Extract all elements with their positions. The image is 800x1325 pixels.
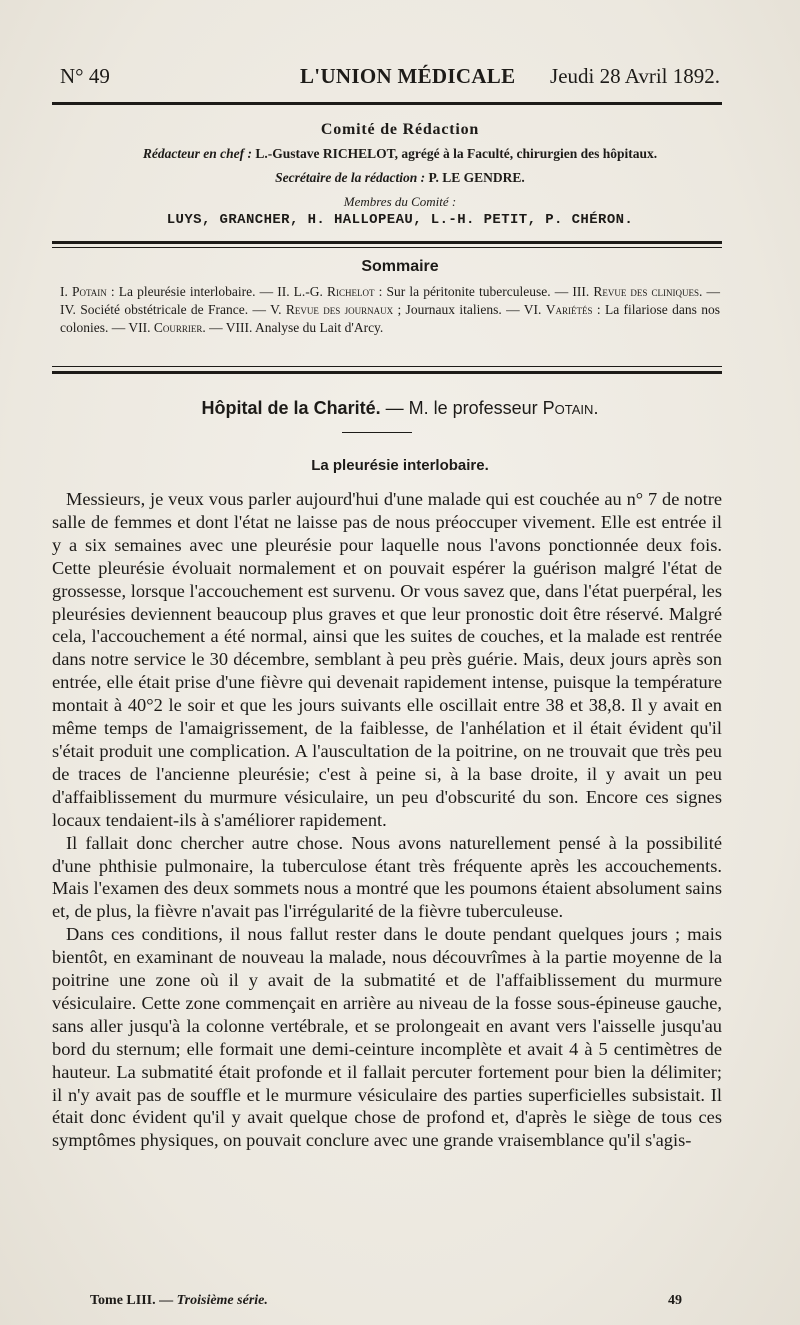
- secretaire-value: P. LE GENDRE.: [428, 170, 525, 185]
- issue-number: N° 49: [60, 64, 110, 88]
- sommaire-v-num: V.: [270, 302, 282, 317]
- sommaire-v-text: ; Journaux italiens. —: [393, 302, 524, 317]
- sommaire-title: Sommaire: [361, 258, 439, 275]
- article-paragraph: Il fallait donc chercher autre chose. Nous avons naturellement pensé à la possibilité d'une phthisie pulmonaire, la tuberculose étant très fréquente après les accouchements. Mais l'examen des deux sommets nous a montré que les poumons étaient absolument sains et, de plus, la fièvre n'avait pas l'irrégularité de la fièvre tuberculeuse.: [52, 832, 722, 922]
- hospital-name: Hôpital de la Charité.: [201, 398, 381, 418]
- running-header: [60, 64, 720, 104]
- sommaire-i-text: : La pleurésie interlobaire. —: [106, 284, 278, 299]
- sommaire-ii-text: : Sur la péritonite tuberculeuse. —: [374, 284, 573, 299]
- sommaire-vii-end: . —: [202, 320, 226, 335]
- heading-dash: —: [380, 398, 409, 418]
- footer-serie: Troisième série.: [176, 1293, 268, 1308]
- sommaire-ii-num: II.: [277, 284, 290, 299]
- issue-date: Jeudi 28 Avril 1892.: [550, 64, 720, 88]
- sommaire-v-section: Revue des journaux: [285, 302, 394, 317]
- sommaire-iii-section: Revue des cliniques: [593, 284, 700, 299]
- sommaire-rule-1: [52, 366, 722, 367]
- sommaire-i-author: Potain: [71, 284, 107, 299]
- article-paragraph: Messieurs, je veux vous parler aujourd'hui d'une malade qui est couchée au n° 7 de notre salle de femmes et dont l'état ne laisse pas de nous préoccuper vivement. Elle est entrée il y a six semaines avec une pleurésie pour laquelle nous l'avons ponctionnée deux fois. Cette pleurésie évoluait normalement et on pouvait espérer la guérison malgré l'état de grossesse, lorsque l'accouchement est survenu. Or vous savez que, dans l'état puerpéral, les pleurésies deviennent beaucoup plus graves et que leur pronostic doit être réservé. Malgré cela, l'accouchement a été normal, ainsi que les suites de couches, et la malade est rentrée dans notre service le 30 décembre, semblant à peu près guérie. Mais, deux jours après son entrée, elle était prise d'une fièvre qui devenait rapidement intense, puisque la température montait à 40°2 le soir et que les jours suivants elle oscillait entre 38 et 38,8. Il y avait en même temps de l'amaigrissement, de la faiblesse, de l'anhélation et il était évident qu'il s'était produit une complication. A l'auscultation de la poitrine, on ne trouvait que très peu de traces de l'ancienne pleurésie; c'est à peine si, à la base droite, il y avait un peu d'affaiblissement du murmure vésiculaire, un peu d'obscurité du son. Encore ces signes locaux tendaient-ils à s'améliorer rapidement.: [52, 489, 722, 830]
- redacteur-value: L.-Gustave RICHELOT, agrégé à la Faculté, chirurgien des hôpitaux.: [255, 146, 658, 161]
- membres-label: Membres du Comité :: [343, 194, 457, 209]
- comite-title: Comité de Rédaction: [320, 121, 480, 138]
- sommaire-vii-section: Courrier: [153, 320, 203, 335]
- page-footer: [90, 1293, 690, 1315]
- sommaire-iii-num: III.: [572, 284, 590, 299]
- sommaire-vi-section: Variétés: [545, 302, 593, 317]
- sommaire-rule-2: [52, 371, 722, 374]
- sommaire-ii-prefix: L.-G.: [289, 284, 328, 299]
- sommaire-ii-author: Richelot: [327, 284, 375, 299]
- secretaire-line: [40, 170, 760, 186]
- secretaire-label: Secrétaire de la rédaction :: [275, 170, 426, 185]
- article-hospital-heading: [60, 398, 740, 419]
- page-number: 49: [668, 1293, 682, 1308]
- sommaire-i-num: I.: [60, 284, 68, 299]
- sommaire-iii-end: . —: [699, 284, 721, 299]
- header-rule: [52, 102, 722, 105]
- comite-rule-2: [52, 247, 722, 248]
- article-body: [52, 488, 722, 1152]
- sommaire-vi-num: VI.: [523, 302, 542, 317]
- sommaire-viii-text: Analyse du Lait d'Arcy.: [252, 320, 384, 335]
- sommaire-iv-num: IV.: [60, 302, 76, 317]
- redacteur-line: [40, 146, 760, 162]
- article-paragraph: Dans ces conditions, il nous fallut rester dans le doute pendant quelques jours ; mais bientôt, en examinant de nouveau la malade, nous découvrîmes à la partie moyenne de la poitrine une zone où il y avait de la submatité et de l'affaiblissement du murmure vésiculaire. Cette zone commençait en arrière au niveau de la fosse sous-épineuse gauche, sans aller jusqu'à la colonne vertébrale, et se prolongeait en avant vers l'aisselle jusqu'au bord du sternum; elle formait une demi-ceinture incomplète et avait 4 à 5 centimètres de hauteur. La submatité était profonde et il fallait percuter fortement pour bien la délimiter; il n'y avait pas de souffle et le murmure vésiculaire des parties superficielles subsistait. Il était donc évident qu'il y avait quelque chose de profond et, d'après le siège de tous ces symptômes physiques, on pouvait conclure avec une grande vraisemblance qu'il s'agis-: [52, 924, 722, 1151]
- sommaire-vi-text: : La filariose dans nos colonies. —: [60, 302, 720, 335]
- heading-underline: [342, 432, 412, 433]
- sommaire-list: [60, 283, 720, 337]
- journal-title: L'UNION MÉDICALE: [300, 64, 516, 88]
- article-title: La pleurésie interlobaire.: [311, 457, 489, 474]
- membres-list: LUYS, GRANCHER, H. HALLOPEAU, L.-H. PETIT, P. CHÉRON.: [166, 212, 634, 228]
- sommaire-iv-text: Société obstétricale de France. —: [75, 302, 271, 317]
- comite-rule-1: [52, 241, 722, 244]
- footer-tome: [90, 1293, 268, 1309]
- redacteur-label: Rédacteur en chef :: [142, 146, 252, 161]
- sommaire-viii-num: VIII.: [225, 320, 253, 335]
- professor-label: M. le professeur: [408, 398, 543, 418]
- professor-name: Potain: [542, 398, 594, 418]
- footer-tome-label: Tome LIII. —: [90, 1293, 177, 1308]
- sommaire-vii-num: VII.: [128, 320, 151, 335]
- professor-end: .: [593, 398, 599, 418]
